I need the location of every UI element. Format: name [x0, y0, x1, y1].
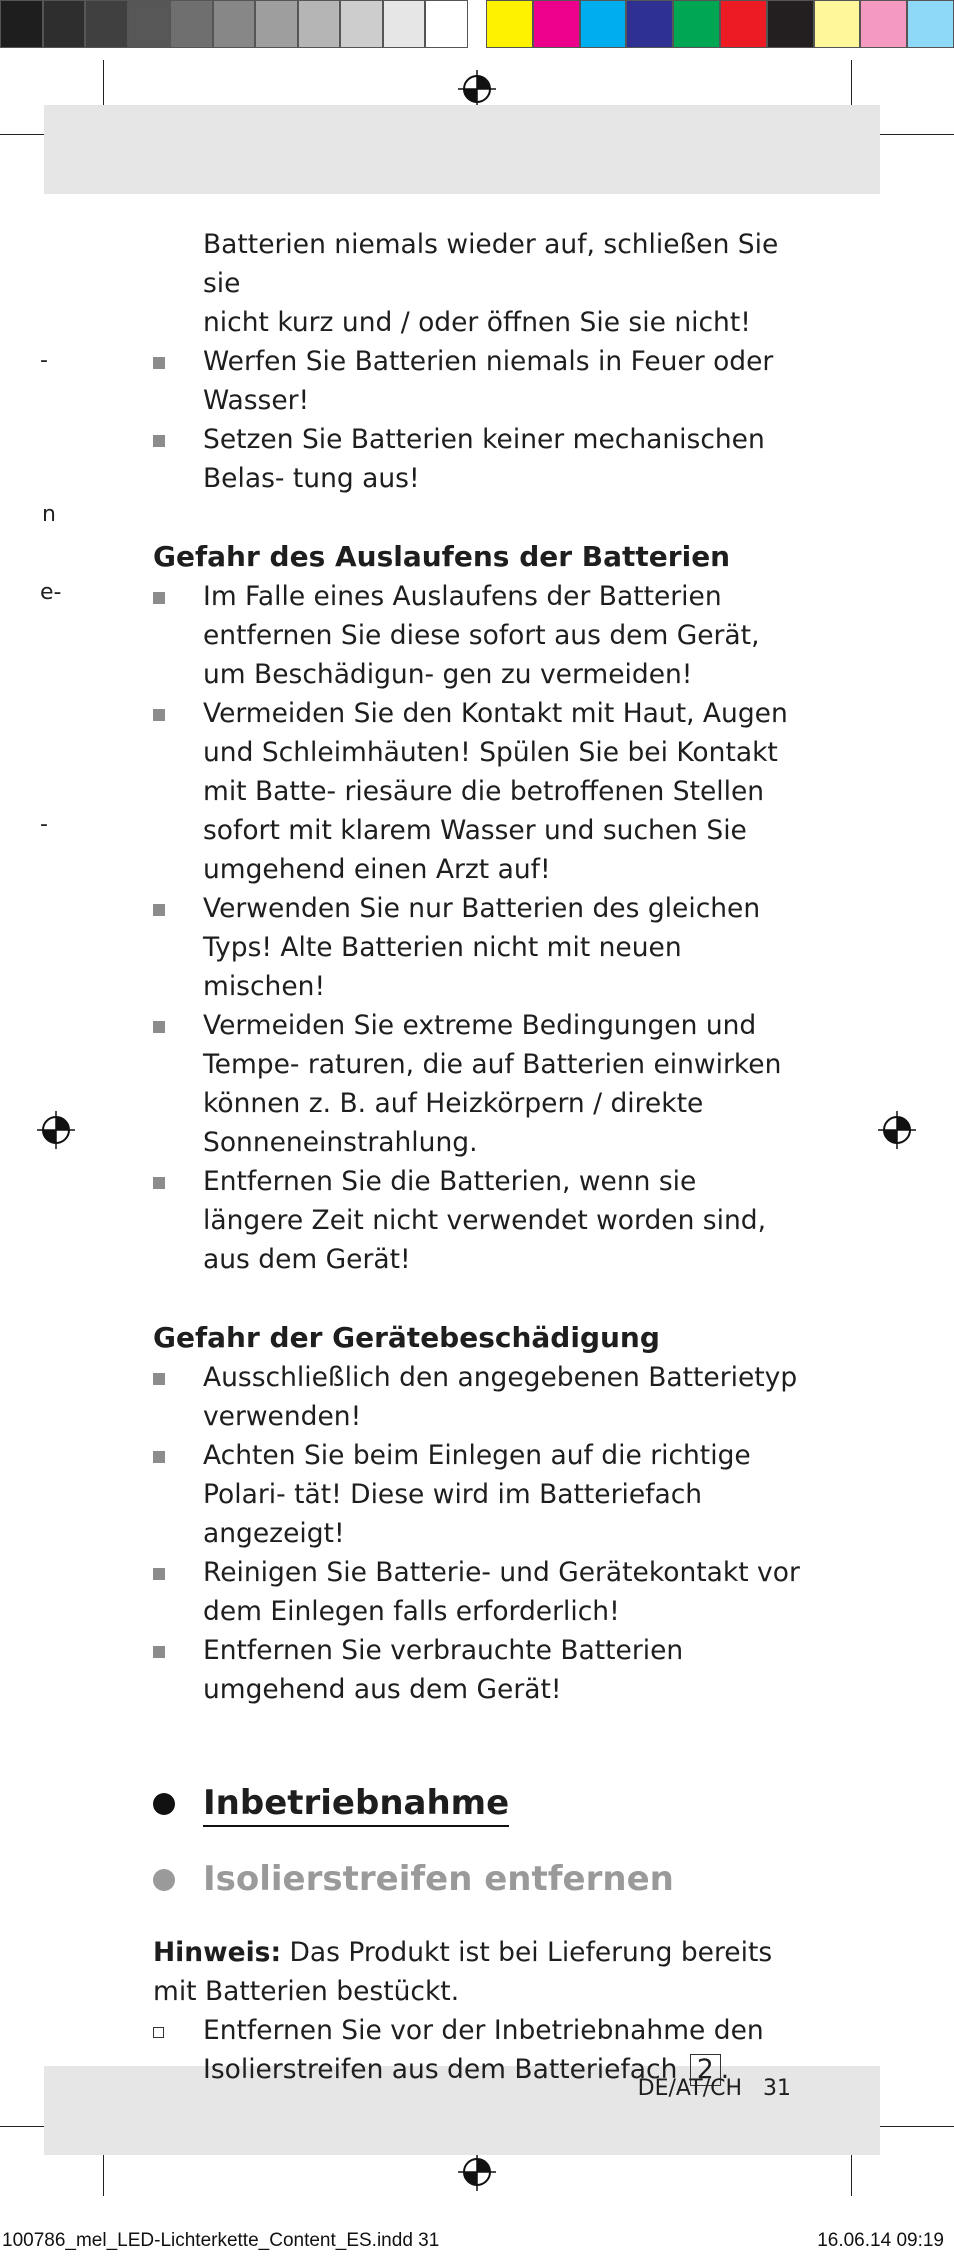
- continuation-text: Batterien niemals wieder auf, schließen Sie sie: [203, 229, 779, 299]
- print-slug-file: 100786_mel_LED-Lichterkette_Content_ES.indd 31: [2, 2230, 440, 2251]
- color-calibration-strip: [486, 0, 954, 50]
- color-swatch: [85, 0, 128, 48]
- note-label: Hinweis:: [153, 1937, 282, 1968]
- list-item: Entfernen Sie vor der Inbetriebnahme den Isolierstreifen aus dem Batteriefach 2 .: [153, 2011, 803, 2089]
- note-paragraph: Hinweis: Das Produkt ist bei Lieferung bereits mit Batterien bestückt.: [153, 1937, 773, 2007]
- bullet-dot-icon: [153, 1793, 175, 1815]
- square-bullet-icon: [153, 592, 165, 604]
- color-swatch: [673, 0, 720, 48]
- page-number: 31: [763, 2076, 791, 2101]
- bullet-dot-icon: [153, 1869, 175, 1891]
- list-item: Vermeiden Sie extreme Bedingungen und Tempe- raturen, die auf Batterien einwirken können z. B. auf Heizkörpern / direkte Sonneneinstrahlung.: [153, 1006, 803, 1162]
- header-band: [44, 105, 880, 194]
- section-heading-leak: Gefahr des Auslaufens der Batterien: [153, 540, 731, 573]
- battery-safety-list: [153, 342, 803, 498]
- continuation-text: nicht kurz und / oder öffnen Sie sie nicht!: [203, 307, 751, 338]
- color-swatch: [383, 0, 426, 48]
- edge-mark: -: [40, 348, 48, 373]
- square-bullet-icon: [153, 357, 165, 369]
- square-bullet-icon: [153, 709, 165, 721]
- section-heading-damage: Gefahr der Gerätebeschädigung: [153, 1321, 660, 1354]
- color-swatch: [860, 0, 907, 48]
- list-item: Setzen Sie Batterien keiner mechanischen Belas- tung aus!: [153, 420, 803, 498]
- color-swatch: [720, 0, 767, 48]
- registration-mark-icon: [37, 1111, 75, 1149]
- color-swatch: [626, 0, 673, 48]
- list-item: Im Falle eines Auslaufens der Batterien entfernen Sie diese sofort aus dem Gerät, um Beschädigun- gen zu vermeiden!: [153, 577, 803, 694]
- square-bullet-icon: [153, 1177, 165, 1189]
- print-slug-datetime: 16.06.14 09:19: [817, 2230, 944, 2251]
- color-swatch: [0, 0, 43, 48]
- color-swatch: [340, 0, 383, 48]
- color-swatch: [425, 0, 468, 48]
- color-swatch: [298, 0, 341, 48]
- list-item: Entfernen Sie die Batterien, wenn sie längere Zeit nicht verwendet worden sind, aus dem Gerät!: [153, 1162, 803, 1279]
- list-item: Verwenden Sie nur Batterien des gleichen Typs! Alte Batterien nicht mit neuen mischen!: [153, 889, 803, 1006]
- main-content: [153, 225, 803, 2089]
- crop-mark: [873, 2126, 954, 2127]
- square-bullet-icon: [153, 1451, 165, 1463]
- grayscale-calibration-strip: [0, 0, 468, 50]
- color-swatch: [767, 0, 814, 48]
- damage-list: [153, 1358, 803, 1709]
- part-reference-box: 2: [690, 2054, 721, 2086]
- color-swatch: [907, 0, 954, 48]
- registration-mark-icon: [878, 1111, 916, 1149]
- list-item: Reinigen Sie Batterie- und Gerätekontakt vor dem Einlegen falls erforderlich!: [153, 1553, 803, 1631]
- region-label: DE/AT/CH: [637, 2076, 743, 2101]
- list-item: Ausschließlich den angegebenen Batterietyp verwenden!: [153, 1358, 803, 1436]
- page-footer: [638, 2076, 791, 2101]
- color-swatch: [486, 0, 533, 48]
- edge-mark: e-: [40, 580, 62, 605]
- square-bullet-icon: [153, 904, 165, 916]
- list-item: Achten Sie beim Einlegen auf die richtige Polari- tät! Diese wird im Batteriefach angezeigt!: [153, 1436, 803, 1553]
- list-item: Vermeiden Sie den Kontakt mit Haut, Augen und Schleimhäuten! Spülen Sie bei Kontakt mit Batte- riesäure die betroffenen Stellen sofort mit klarem Wasser und suchen Sie umgehend einen Arzt auf!: [153, 694, 803, 889]
- list-item: Entfernen Sie verbrauchte Batterien umgehend aus dem Gerät!: [153, 1631, 803, 1709]
- crop-mark: [873, 134, 954, 135]
- edge-mark: n: [42, 502, 56, 527]
- registration-mark-icon: [458, 2153, 496, 2191]
- color-swatch: [814, 0, 861, 48]
- leak-list: [153, 577, 803, 1279]
- square-bullet-icon: [153, 1646, 165, 1658]
- list-item: Werfen Sie Batterien niemals in Feuer oder Wasser!: [153, 342, 803, 420]
- subchapter-heading: Isolierstreifen entfernen: [153, 1855, 803, 1903]
- chapter-heading: Inbetriebnahme: [153, 1779, 803, 1827]
- color-swatch: [533, 0, 580, 48]
- square-bullet-icon: [153, 1021, 165, 1033]
- color-swatch: [255, 0, 298, 48]
- color-swatch: [128, 0, 171, 48]
- square-bullet-icon: [153, 435, 165, 447]
- color-swatch: [580, 0, 627, 48]
- color-swatch: [170, 0, 213, 48]
- square-bullet-icon: [153, 1568, 165, 1580]
- checkbox-bullet-icon: [153, 2027, 164, 2038]
- edge-mark: -: [40, 812, 48, 837]
- crop-mark: [103, 2148, 104, 2196]
- crop-mark: [103, 60, 104, 108]
- color-swatch: [213, 0, 256, 48]
- registration-mark-icon: [458, 70, 496, 108]
- square-bullet-icon: [153, 1373, 165, 1385]
- color-swatch: [43, 0, 86, 48]
- crop-mark: [851, 2148, 852, 2196]
- crop-mark: [851, 60, 852, 108]
